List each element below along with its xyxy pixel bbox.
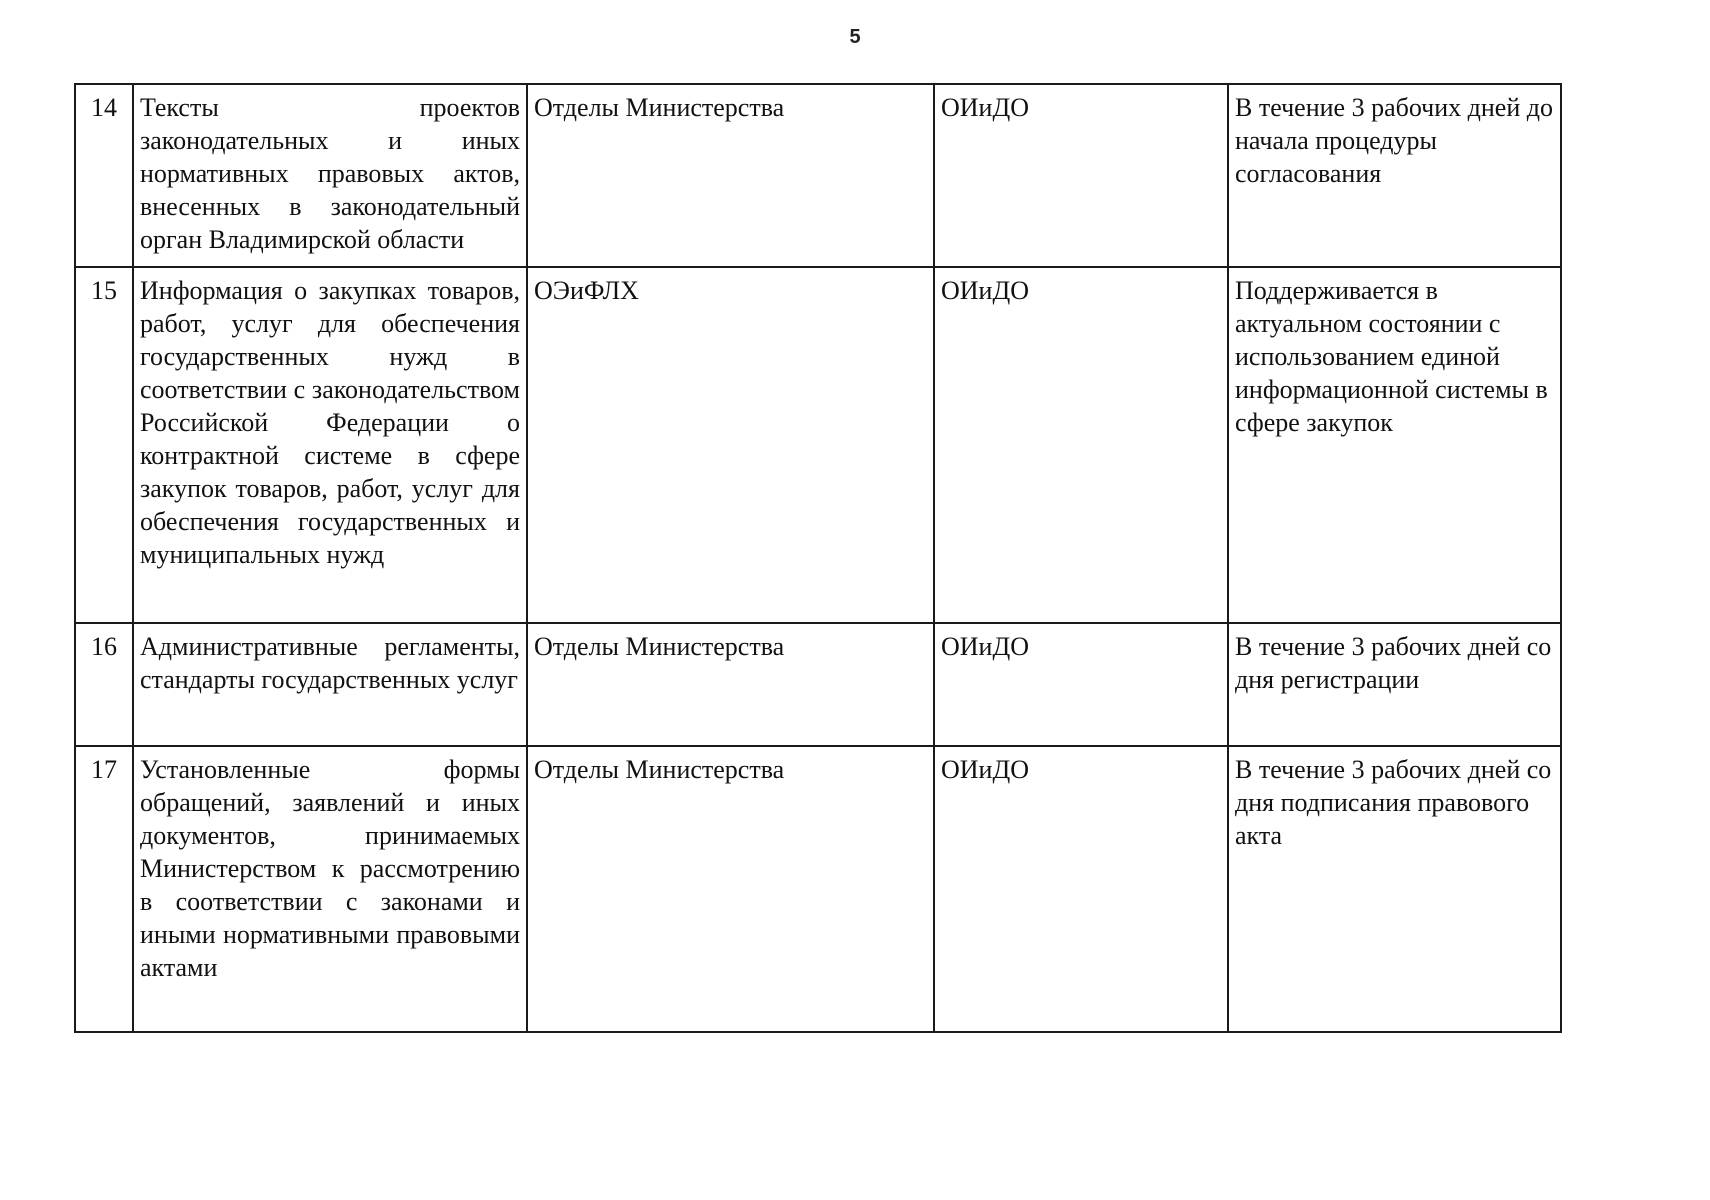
row-number: 16 bbox=[75, 623, 133, 746]
table-row bbox=[75, 84, 1561, 267]
publishing-unit: ОИиДО bbox=[934, 623, 1228, 746]
responsible-unit: Отделы Министерства bbox=[527, 746, 934, 1032]
deadline: В течение 3 рабочих дней со дня регистрации bbox=[1228, 623, 1561, 746]
document-name: Административные регламенты, стандарты государственных услуг bbox=[133, 623, 527, 746]
publishing-unit: ОИиДО bbox=[934, 267, 1228, 623]
document-table bbox=[74, 83, 1562, 1033]
deadline: В течение 3 рабочих дней до начала процедуры согласования bbox=[1228, 84, 1561, 267]
responsible-unit: Отделы Министерства bbox=[527, 84, 934, 267]
responsible-unit: ОЭиФЛХ bbox=[527, 267, 934, 623]
document-name: Информация о закупках товаров, работ, услуг для обеспечения государственных нужд в соответствии с законодательством Российской Федерации о контрактной системе в сфере закупок товаров, работ, услуг для обеспечения государственных и муниципальных нужд bbox=[133, 267, 527, 623]
deadline: Поддерживается в актуальном состоянии с использованием единой информационной системы в сфере закупок bbox=[1228, 267, 1561, 623]
table-row bbox=[75, 746, 1561, 1032]
deadline: В течение 3 рабочих дней со дня подписания правового акта bbox=[1228, 746, 1561, 1032]
publishing-unit: ОИиДО bbox=[934, 84, 1228, 267]
document-name: Установленные формы обращений, заявлений и иных документов, принимаемых Министерством к рассмотрению в соответствии с законами и иными нормативными правовыми актами bbox=[133, 746, 527, 1032]
responsible-unit: Отделы Министерства bbox=[527, 623, 934, 746]
publishing-unit: ОИиДО bbox=[934, 746, 1228, 1032]
page-number: 5 bbox=[849, 26, 861, 48]
row-number: 15 bbox=[75, 267, 133, 623]
row-number: 17 bbox=[75, 746, 133, 1032]
table-row bbox=[75, 623, 1561, 746]
row-number: 14 bbox=[75, 84, 133, 267]
table-row bbox=[75, 267, 1561, 623]
document-name: Тексты проектов законодательных и иных нормативных правовых актов, внесенных в законодательный орган Владимирской области bbox=[133, 84, 527, 267]
